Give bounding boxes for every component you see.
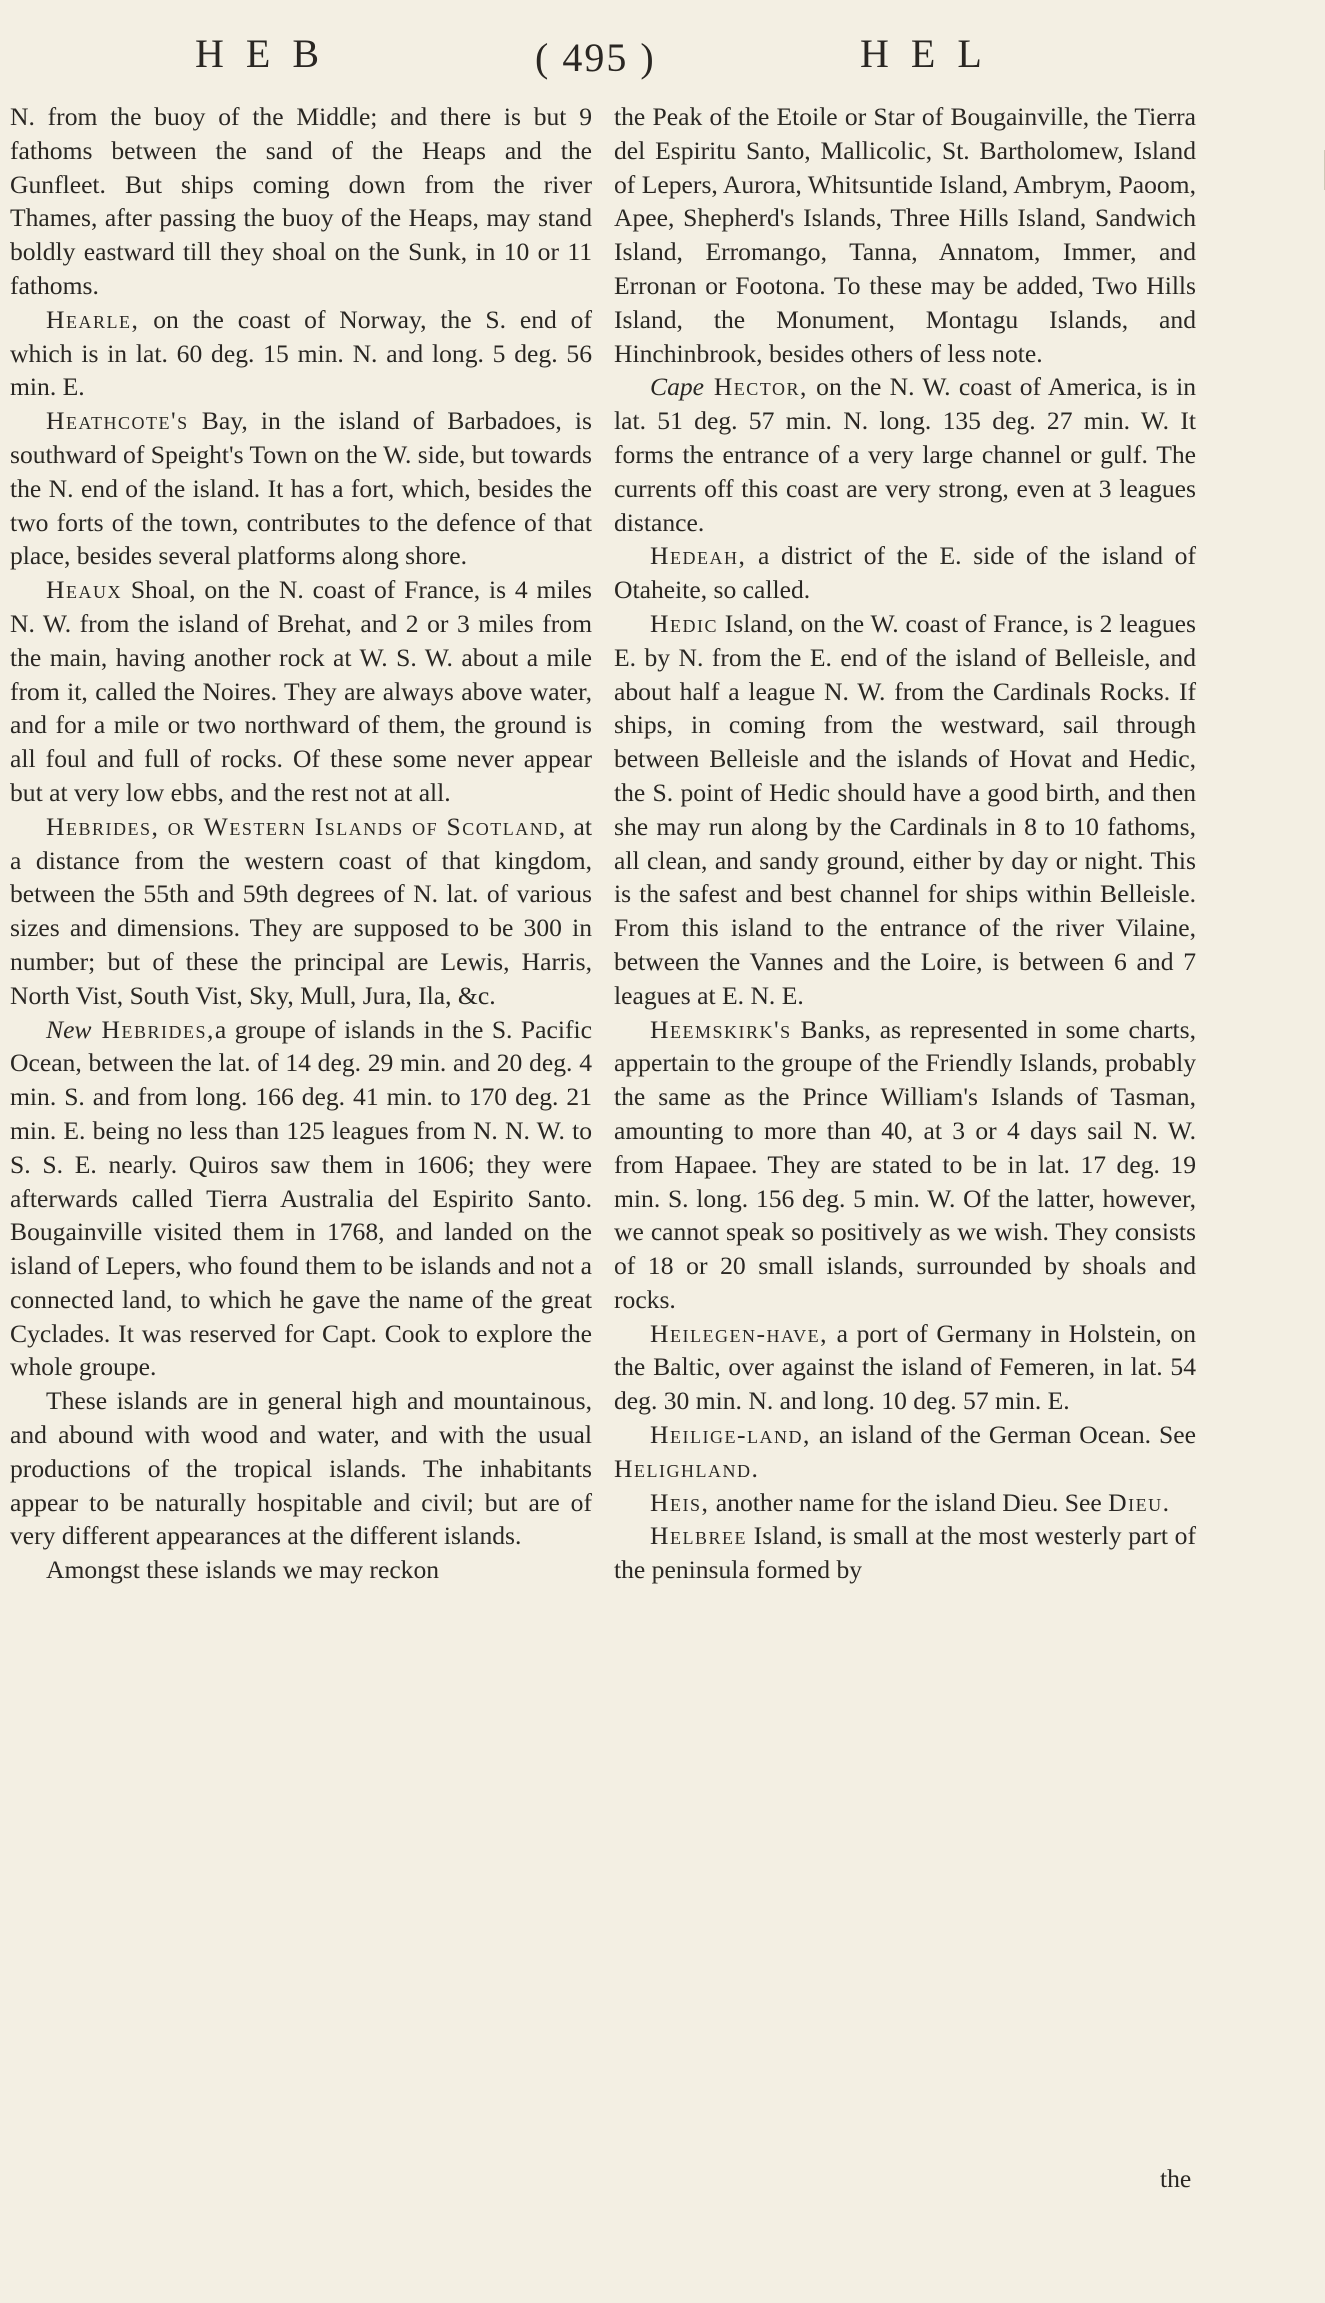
gazetteer-entry bbox=[10, 810, 592, 1013]
entry-text: a district of the E. side of the island of Otaheite, so called. bbox=[614, 541, 1196, 605]
entry-headword: Heilegen-have, bbox=[650, 1318, 829, 1348]
running-head-right: H E L bbox=[860, 31, 988, 76]
entry-text: on the N. W. coast of America, is in lat. 51 deg. 57 min. N. long. 135 deg. 27 min. W. It forms the entrance of a very large channel or gulf. The currents off this coast are very strong, even at 3 leagues distance. bbox=[614, 372, 1196, 537]
gazetteer-entry bbox=[10, 573, 592, 810]
entry-headword: Heis, bbox=[650, 1487, 710, 1517]
entry-text: Banks, as represented in some charts, appertain to the groupe of the Friendly Islands, probably the same as the Prince William's Islands of Tasman, amounting to more than 40, at 3 or 4 days sail N. W. from Hapaee. They are stated to be in lat. 17 deg. 19 min. S. long. 156 deg. 5 min. W. Of the latter, however, we cannot speak so positively as we wish. They consists of 18 or 20 small islands, surrounded by shoals and rocks. bbox=[614, 1014, 1196, 1314]
gazetteer-entry bbox=[614, 370, 1196, 539]
gazetteer-entry bbox=[10, 1384, 592, 1553]
gazetteer-entry bbox=[614, 1486, 1196, 1520]
entry-headword: Heaux bbox=[46, 575, 122, 605]
entry-text: N. from the buoy of the Middle; and there is but 9 fathoms between the sand of the Heaps and the Gunfleet. But ships coming down from the river Thames, after passing the buoy of the Heaps, may stand boldly eastward till they shoal on the Sunk, in 10 or 11 fathoms. bbox=[10, 102, 592, 300]
gazetteer-entry bbox=[614, 1519, 1196, 1587]
running-head-left: H E B bbox=[195, 31, 325, 76]
left-column bbox=[10, 100, 592, 1587]
entry-headword: Hedeah, bbox=[650, 541, 747, 571]
catchword: the bbox=[1160, 2164, 1192, 2193]
gazetteer-entry bbox=[10, 303, 592, 404]
entry-text: Bay, in the island of Barbadoes, is southward of Speight's Town on the W. side, but towards the N. end of the island. It has a fort, which, besides the two forts of the town, contributes to the defence of that place, besides several platforms along shore. bbox=[10, 406, 592, 571]
entry-prefix: New bbox=[46, 1014, 92, 1044]
entry-prefix: Cape bbox=[650, 372, 705, 402]
gazetteer-entry bbox=[10, 1013, 592, 1385]
entry-text: Island, is small at the most westerly part of the peninsula formed by bbox=[614, 1521, 1196, 1585]
entry-text: an island of the German Ocean. See bbox=[810, 1420, 1196, 1450]
entry-text: a groupe of islands in the S. Pacific Ocean, between the lat. of 14 deg. 29 min. and 20 deg. 4 min. S. and from long. 166 deg. 41 min. to 170 deg. 21 min. E. being no less than 125 leagues from N. N. W. to S. S. E. nearly. Quiros saw them in 1606; they were afterwards called Tierra Australia del Espirito Santo. Bougainville visited them in 1768, and landed on the island of Lepers, who found them to be islands and not a connected land, to which he gave the name of the great Cyclades. It was reserved for Capt. Cook to explore the whole groupe. bbox=[10, 1014, 592, 1382]
entry-text: Island, on the W. coast of France, is 2 leagues E. by N. from the E. end of the island of Belleisle, and about half a league N. W. from the Cardinals Rocks. If ships, in coming from the westward, sail through between Belleisle and the islands of Hovat and Hedic, the S. point of Hedic should have a good birth, and then she may run along by the Cardinals in 8 to 10 fathoms, all clean, and sandy ground, either by day or night. This is the safest and best channel for ships within Belleisle. From this island to the entrance of the river Vilaine, between the Vannes and the Loire, is between 6 and 7 leagues at E. N. E. bbox=[614, 608, 1196, 1010]
gazetteer-entry bbox=[614, 1317, 1196, 1418]
entry-headword: Hebrides, bbox=[91, 1014, 215, 1044]
entry-text: on the coast of Norway, the S. end of which is in lat. 60 deg. 15 min. N. and long. 5 deg. 56 min. E. bbox=[10, 304, 592, 402]
running-head bbox=[0, 20, 1325, 98]
gazetteer-entry bbox=[614, 100, 1196, 370]
entry-text: the Peak of the Etoile or Star of Bougainville, the Tierra del Espiritu Santo, Mallicolic, St. Bartholomew, Island of Lepers, Aurora, Whitsuntide Island, Ambrym, Paoom, Apee, Shepherd's Islands, Three Hills Island, Sandwich Island, Erromango, Tanna, Annatom, Immer, and Erronan or Footona. To these may be added, Two Hills Island, the Monument, Montagu Islands, and Hinchinbrook, besides others of less note. bbox=[614, 102, 1196, 368]
entry-headword: Hedic bbox=[650, 608, 718, 638]
entry-headword: Helbree bbox=[650, 1521, 747, 1551]
entry-headword: Hector, bbox=[704, 372, 808, 402]
cross-reference: Helighland. bbox=[614, 1453, 760, 1483]
entry-text: another name for the island Dieu. See bbox=[709, 1487, 1109, 1517]
gazetteer-entry bbox=[614, 607, 1196, 1013]
gazetteer-entry bbox=[614, 539, 1196, 607]
entry-headword: Heilige-land, bbox=[650, 1420, 811, 1450]
gazetteer-entry bbox=[614, 1418, 1196, 1486]
entry-text: Amongst these islands we may reckon bbox=[46, 1555, 440, 1585]
entry-headword: Hearle, bbox=[46, 304, 140, 334]
entry-text: Shoal, on the N. coast of France, is 4 miles N. W. from the island of Brehat, and 2 or 3 miles from the main, having another rock at W. S. W. about a mile from it, called the Noires. They are always above water, and for a mile or two northward of them, the ground is all foul and full of rocks. Of these some never appear but at very low ebbs, and the rest not at all. bbox=[10, 575, 592, 807]
gazetteer-entry bbox=[10, 404, 592, 573]
entry-text: at a distance from the western coast of that kingdom, between the 55th and 59th degrees of N. lat. of various sizes and dimensions. They are supposed to be 300 in number; but of these the principal are Lewis, Harris, North Vist, South Vist, Sky, Mull, Jura, Ila, &c. bbox=[10, 811, 592, 1010]
entry-headword: Hebrides, or Western Islands of Scotland, bbox=[46, 811, 567, 841]
entry-text: These islands are in general high and mountainous, and abound with wood and water, and with the usual productions of the tropical islands. The inhabitants appear to be naturally hospitable and civil; but are of very different appearances at the different islands. bbox=[10, 1386, 592, 1551]
right-column bbox=[614, 100, 1196, 1587]
gazetteer-entry bbox=[10, 100, 592, 303]
cross-reference: Dieu. bbox=[1108, 1487, 1171, 1517]
gazetteer-entry bbox=[614, 1013, 1196, 1317]
entry-text: a port of Germany in Holstein, on the Baltic, over against the island of Femeren, in lat. 54 deg. 30 min. N. and long. 10 deg. 57 min. E. bbox=[614, 1318, 1196, 1416]
gazetteer-entry bbox=[10, 1553, 592, 1587]
page-number: ( 495 ) bbox=[535, 35, 656, 80]
entry-headword: Heemskirk's bbox=[650, 1014, 792, 1044]
entry-headword: Heathcote's bbox=[46, 406, 189, 436]
